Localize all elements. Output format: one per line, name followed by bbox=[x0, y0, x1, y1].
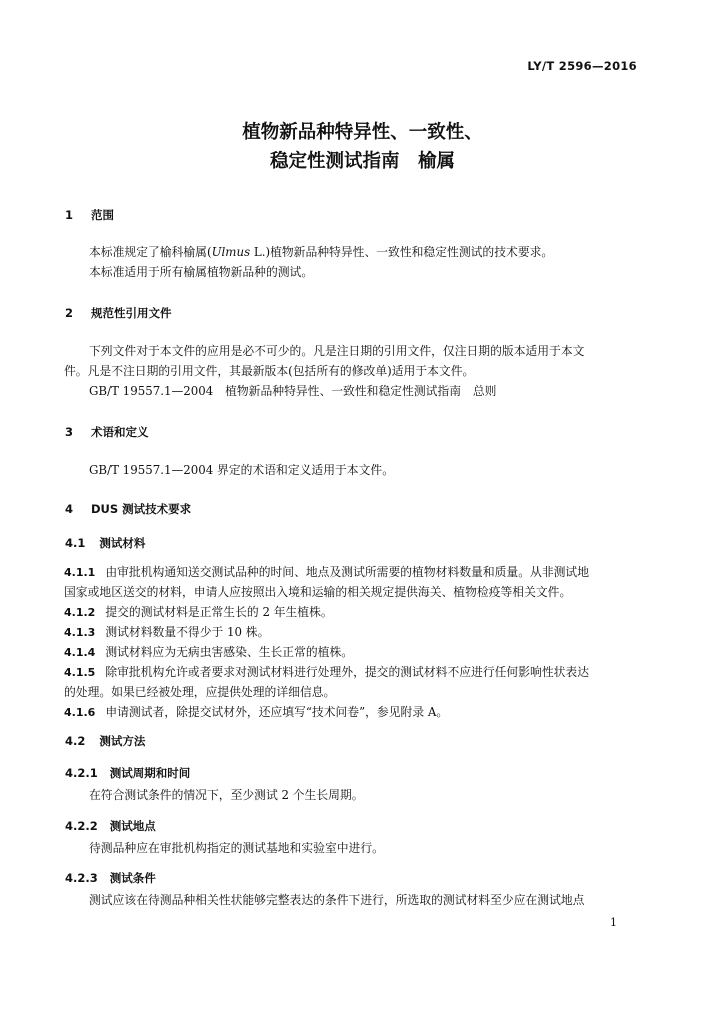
section-4-2-1-para: 在符合测试条件的情况下，至少测试 2 个生长周期。 bbox=[89, 788, 364, 802]
section-4-2-3-para: 测试应该在待测品种相关性状能够完整表达的条件下进行，所选取的测试材料至少应在测试地点 bbox=[89, 893, 585, 907]
title-line-1: 植物新品种特异性、一致性、 bbox=[242, 122, 483, 143]
section-1-heading: 1 范围 bbox=[65, 208, 115, 222]
section-4-2-1-heading: 4.2.1 测试周期和时间 bbox=[65, 766, 191, 780]
section-4-2-2-heading: 4.2.2 测试地点 bbox=[65, 819, 156, 833]
section-4-2-heading: 4.2 测试方法 bbox=[65, 734, 146, 748]
section-1-para-1: 本标准规定了榆科榆属(Ulmus L.)植物新品种特异性、一致性和稳定性测试的技术要求。 bbox=[89, 245, 554, 259]
item-4-1-3: 4.1.3 测试材料数量不得少于 10 株。 bbox=[64, 625, 270, 639]
section-3-para: GB/T 19557.1—2004 界定的术语和定义适用于本文件。 bbox=[89, 463, 394, 477]
section-1-para-2: 本标准适用于所有榆属植物新品种的测试。 bbox=[89, 265, 314, 279]
section-2-para-line-1: 下列文件对于本文件的应用是必不可少的。凡是注日期的引用文件，仅注日期的版本适用于本文 bbox=[89, 344, 585, 358]
document-title bbox=[0, 118, 725, 176]
section-4-2-2-para: 待测品种应在审批机构指定的测试基地和实验室中进行。 bbox=[89, 841, 384, 855]
title-line-2: 稳定性测试指南 榆属 bbox=[269, 151, 455, 172]
item-4-1-5-line-1: 4.1.5 除审批机构允许或者要求对测试材料进行处理外，提交的测试材料不应进行任何影响性状表达 bbox=[64, 665, 590, 679]
section-2-heading: 2 规范性引用文件 bbox=[65, 306, 172, 320]
section-4-2-3-heading: 4.2.3 测试条件 bbox=[65, 871, 156, 885]
standard-number: LY/T 2596—2016 bbox=[527, 59, 637, 73]
item-4-1-4: 4.1.4 测试材料应为无病虫害感染、生长正常的植株。 bbox=[64, 645, 354, 659]
page-number: 1 bbox=[610, 916, 617, 929]
section-4-heading: 4 DUS 测试技术要求 bbox=[65, 502, 192, 516]
item-4-1-1-line-2: 国家或地区送交的材料，申请人应按照出入境和运输的相关规定提供海关、植物检疫等相关文件。 bbox=[64, 585, 572, 599]
item-4-1-1-line-1: 4.1.1 由审批机构通知送交测试品种的时间、地点及测试所需要的植物材料数量和质量。从非测试地 bbox=[64, 565, 590, 579]
item-4-1-6: 4.1.6 申请测试者，除提交试材外，还应填写“技术问卷”，参见附录 A。 bbox=[64, 705, 449, 719]
latin-genus: Ulmus bbox=[211, 245, 251, 259]
item-4-1-5-line-2: 的处理。如果已经被处理，应提供处理的详细信息。 bbox=[64, 685, 336, 699]
section-4-1-heading: 4.1 测试材料 bbox=[65, 536, 146, 550]
normative-reference: GB/T 19557.1—2004 植物新品种特异性、一致性和稳定性测试指南 总则 bbox=[89, 384, 497, 398]
section-3-heading: 3 术语和定义 bbox=[65, 425, 149, 439]
item-4-1-2: 4.1.2 提交的测试材料是正常生长的 2 年生植株。 bbox=[64, 605, 333, 619]
section-2-para-line-2: 件。凡是不注日期的引用文件，其最新版本(包括所有的修改单)适用于本文件。 bbox=[64, 364, 475, 378]
